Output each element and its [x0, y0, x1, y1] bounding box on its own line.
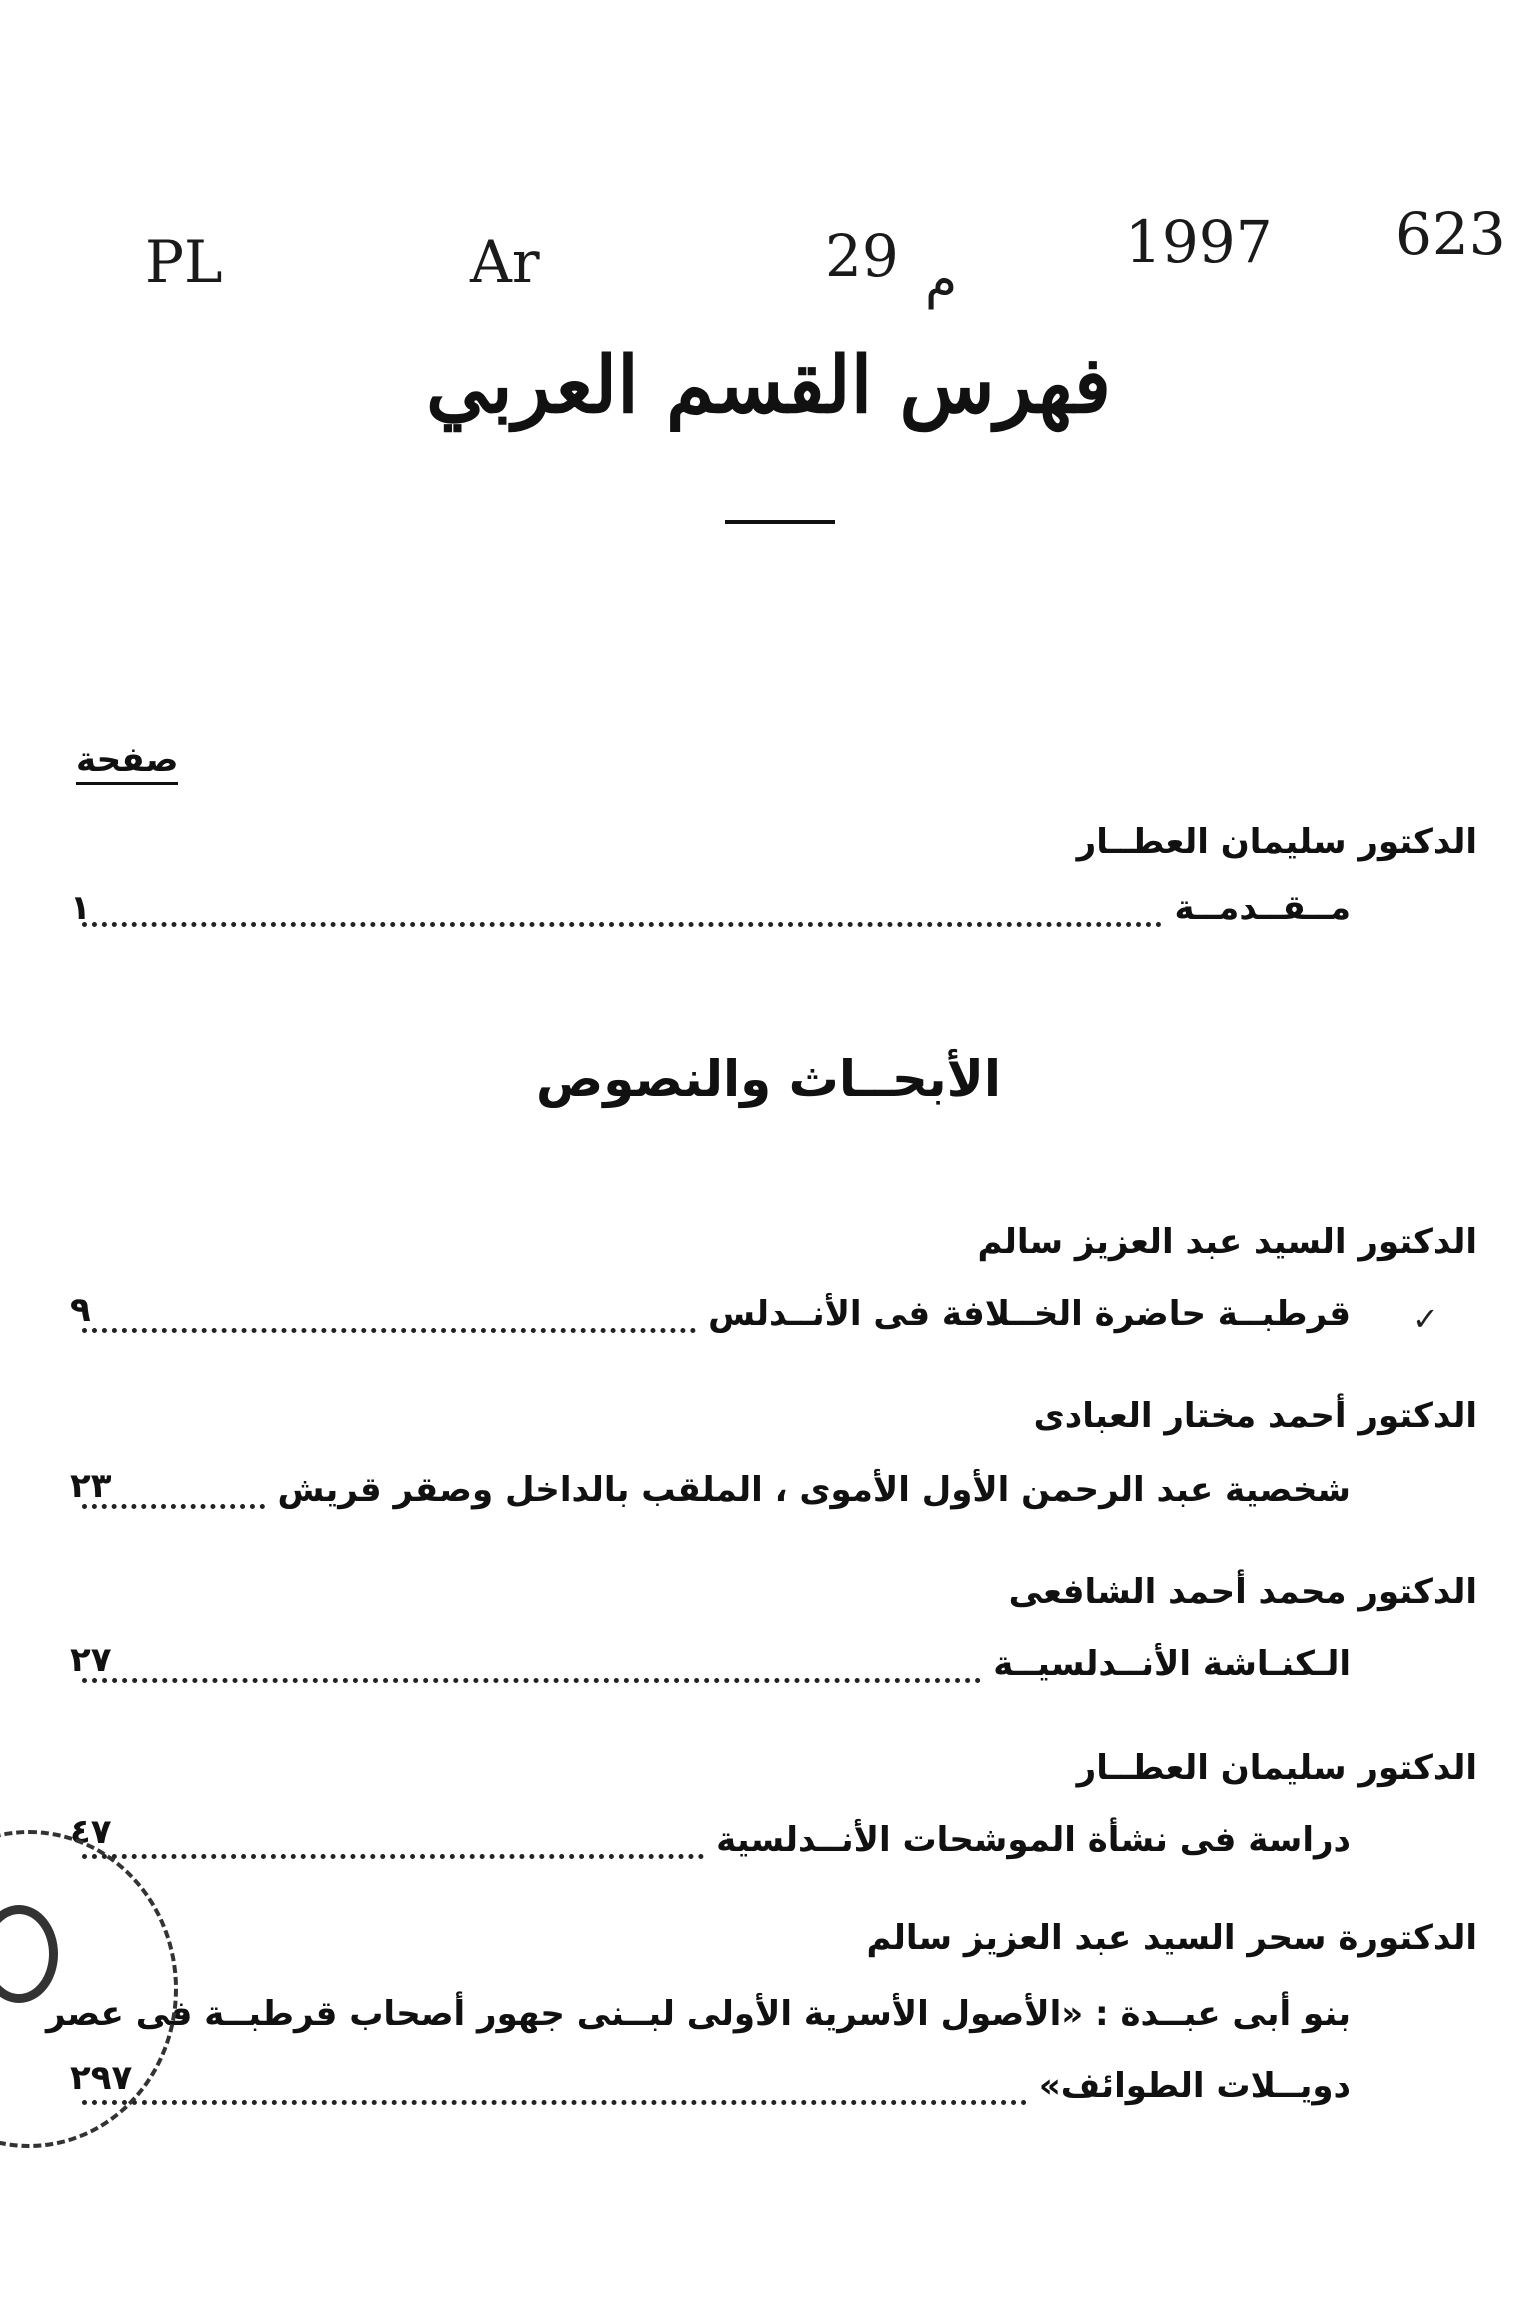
entry-5-title-line2: دويــلات الطوائف» [1038, 2066, 1351, 2106]
entry-4-author: الدكتور سليمان العطــار [1076, 1748, 1477, 1788]
handwritten-number: 29 [825, 222, 899, 290]
entry-4-title: دراسة فى نشأة الموشحات الأنــدلسية [716, 1820, 1351, 1860]
leader-dots [82, 1678, 981, 1683]
entry-4[interactable] [70, 1820, 1351, 1872]
title-divider [725, 520, 835, 524]
page-title: فهرس القسم العربي [425, 340, 1111, 431]
entry-2[interactable] [70, 1470, 1351, 1522]
entry-5-author: الدكتورة سحر السيد عبد العزيز سالم [866, 1918, 1477, 1958]
entry-2-title: شخصية عبد الرحمن الأول الأموى ، الملقب بالداخل وصقر قريش [277, 1470, 1351, 1510]
entry-3-title: الـكنـاشة الأنــدلسيــة [993, 1644, 1351, 1684]
handwritten-mark: م [925, 250, 958, 310]
intro-title: مــقــدمــة [1174, 888, 1351, 928]
entry-5-title-line1[interactable]: بنو أبى عبــدة : «الأصول الأسرية الأولى لبــنى جهور أصحاب قرطبــة فى عصر [46, 1994, 1351, 2034]
handwritten-shelf-number: 623 [1395, 200, 1506, 268]
entry-1-title: قرطبــة حاضرة الخــلافة فى الأنــدلس [708, 1294, 1351, 1334]
entry-1[interactable] [70, 1294, 1351, 1346]
check-mark-icon: ✓ [1412, 1300, 1439, 1338]
page-column-label: صفحة [76, 740, 178, 785]
section-heading: الأبحــاث والنصوص [535, 1050, 1002, 1108]
intro-page: ١ [70, 888, 91, 928]
entry-3[interactable] [70, 1644, 1351, 1696]
intro-author: الدكتور سليمان العطــار [1076, 822, 1477, 862]
entry-5-page: ٢٩٧ [70, 2058, 133, 2098]
handwritten-year: 1997 [1125, 208, 1273, 276]
entry-3-author: الدكتور محمد أحمد الشافعى [1008, 1572, 1477, 1612]
leader-dots [82, 1854, 704, 1859]
entry-5[interactable] [70, 2066, 1351, 2118]
entry-1-author: الدكتور السيد عبد العزيز سالم [977, 1222, 1477, 1262]
leader-dots [82, 1328, 696, 1333]
entry-3-page: ٢٧ [70, 1640, 112, 1680]
intro-entry[interactable] [70, 888, 1351, 940]
entry-1-page: ٩ [70, 1290, 91, 1330]
leader-dots [82, 2100, 1027, 2105]
entry-2-author: الدكتور أحمد مختار العبادى [1033, 1396, 1477, 1436]
entry-4-page: ٤٧ [70, 1812, 112, 1852]
leader-dots [82, 922, 1162, 927]
handwritten-code-pl: PL [145, 228, 223, 296]
entry-2-page: ٢٣ [70, 1466, 112, 1506]
handwritten-code-ar: Ar [470, 228, 540, 296]
